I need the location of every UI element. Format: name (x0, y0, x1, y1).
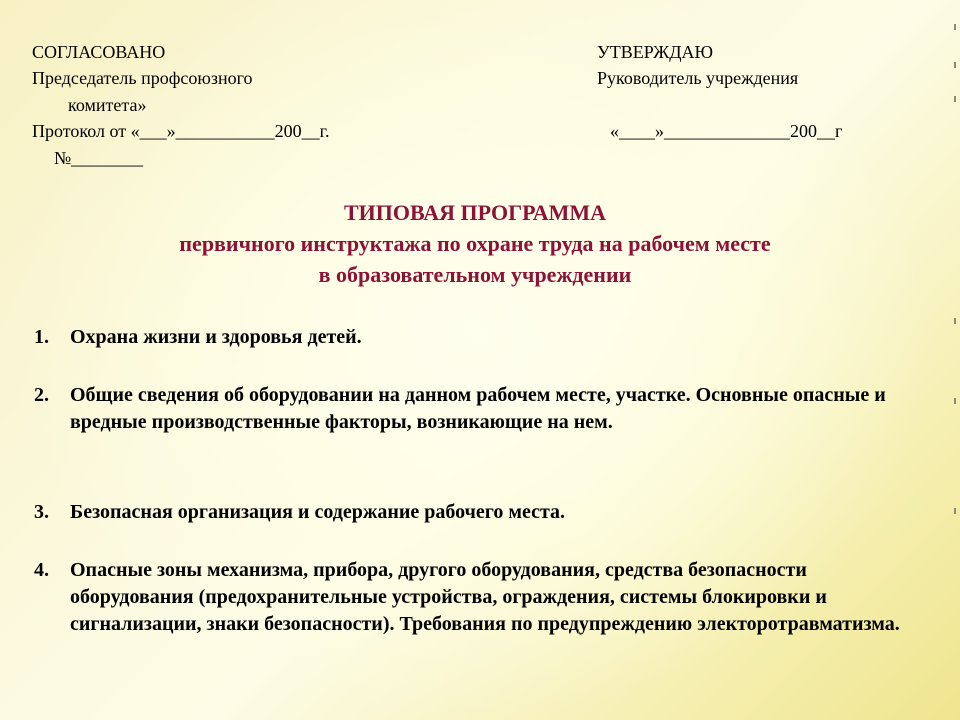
edge-mark (954, 318, 956, 324)
item-text-1: Охрана жизни и здоровья детей. (70, 326, 362, 348)
edge-mark (954, 62, 956, 68)
approve-label: УТВЕРЖДАЮ (597, 42, 714, 62)
edge-mark (954, 508, 956, 514)
item-number-1: 1. (34, 326, 49, 348)
title-line-3: в образовательном учреждении (318, 262, 632, 287)
chair-line-1: Председатель профсоюзного (32, 68, 253, 88)
chair-line-2: комитета» (68, 95, 147, 115)
edge-mark (954, 96, 956, 102)
item-text-4: Опасные зоны механизма, прибора, другого оборудования, средства безопасности оборудования (предохранительные устройства, ограждения, системы блокировки и сигнализации, знаки безопасности). Требования по предупреждению электоротравматизма. (70, 559, 900, 635)
head-of-institution: Руководитель учреждения (597, 68, 799, 88)
approve-date: «____»______________200__г (610, 121, 843, 141)
title-line-2: первичного инструктажа по охране труда на рабочем месте (179, 231, 771, 256)
edge-mark (954, 398, 956, 404)
edge-mark (954, 24, 956, 30)
item-number-3: 3. (34, 501, 49, 523)
item-number-4: 4. (34, 559, 49, 581)
title-line-1: ТИПОВАЯ ПРОГРАММА (343, 200, 607, 225)
protocol-number: №________ (54, 148, 144, 168)
agreed-label: СОГЛАСОВАНО (32, 42, 166, 62)
protocol-line: Протокол от «___»___________200__г. (32, 121, 330, 141)
item-number-2: 2. (34, 384, 49, 406)
item-text-2: Общие сведения об оборудовании на данном рабочем месте, участке. Основные опасные и вредные производственные факторы, возникающие на нем. (70, 384, 886, 433)
item-text-3: Безопасная организация и содержание рабочего места. (70, 501, 566, 523)
